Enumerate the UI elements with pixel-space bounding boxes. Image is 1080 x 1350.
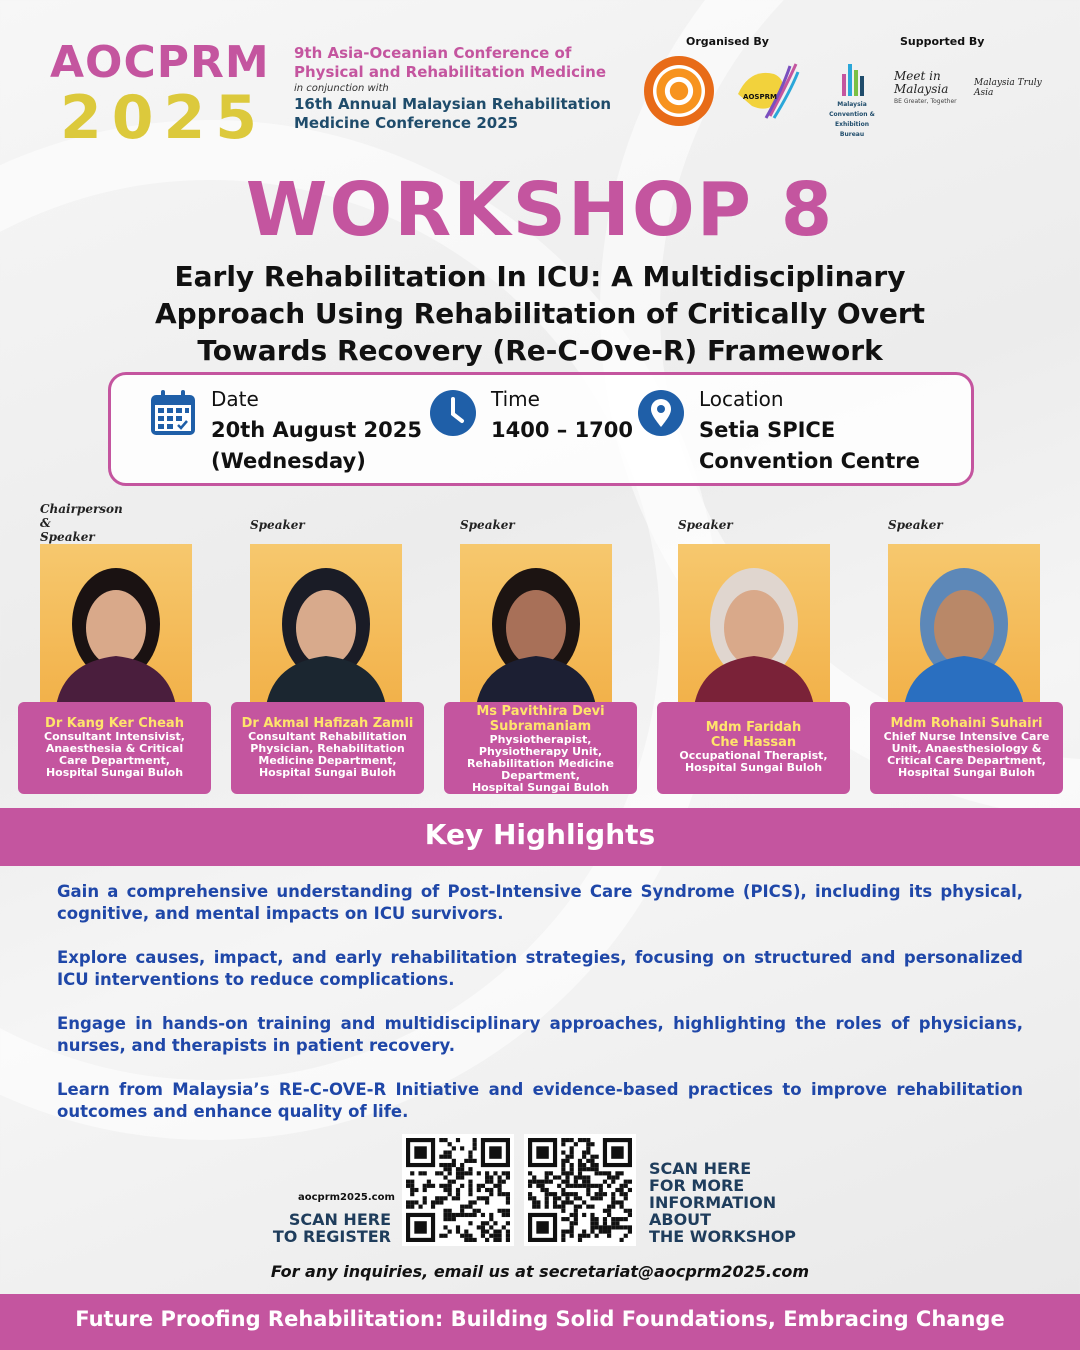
organised-by-label: Organised By <box>686 35 769 48</box>
speaker-name: Subramaniam <box>489 719 592 734</box>
speaker-info-card <box>231 702 424 794</box>
info-qr-code[interactable] <box>524 1134 636 1246</box>
location-line1: Setia SPICE <box>699 418 836 442</box>
more-info-line: FOR MORE <box>649 1176 745 1195</box>
register-qr-code[interactable] <box>402 1134 514 1246</box>
speaker-photo <box>678 544 830 706</box>
subtitle-line: Towards Recovery (Re-C-Ove-R) Framework <box>197 334 883 367</box>
date-label: Date <box>211 387 259 411</box>
subtitle-line: Early Rehabilitation In ICU: A Multidisciplinary <box>174 260 906 293</box>
more-info-line: ABOUT <box>649 1210 712 1229</box>
speaker-role <box>678 518 733 532</box>
speaker-portrait <box>460 544 612 706</box>
aosprm-label: AOSPRM <box>743 93 777 101</box>
speaker-name: Mdm Faridah <box>705 720 802 735</box>
location-line2: Convention Centre <box>699 449 920 473</box>
speaker-photo <box>888 544 1040 706</box>
register-site: aocprm2025.com <box>298 1192 395 1203</box>
speaker-role-line: Speaker <box>250 518 305 532</box>
speaker-role <box>460 518 515 532</box>
more-info-line: SCAN HERE <box>649 1159 752 1178</box>
speaker-portrait <box>888 544 1040 706</box>
speaker-title-line: Hospital Sungai Buloh <box>45 766 184 779</box>
calendar-icon <box>149 389 197 437</box>
footer-tagline: Future Proofing Rehabilitation: Building Solid Foundations, Embracing Change <box>75 1307 1005 1331</box>
speaker-title-line: Rehabilitation Medicine <box>467 757 614 770</box>
speaker-portrait <box>40 544 192 706</box>
speaker-title-line: Care Department, <box>59 754 170 767</box>
speaker-title-line: Consultant Rehabilitation <box>248 730 407 743</box>
register-line2: TO REGISTER <box>272 1227 391 1246</box>
time-value: 1400 – 1700 <box>491 418 634 442</box>
date-value <box>211 415 422 477</box>
meet-in-malaysia-tag: BE Greater, Together <box>894 98 957 105</box>
location-label: Location <box>699 387 784 411</box>
aocprm-logo <box>50 37 280 153</box>
logo-acronym: AOCPRM <box>50 37 270 88</box>
highlight-item: Engage in hands-on training and multidisciplinary approaches, highlighting the roles of physicians, nurses, and therapists in patient recovery. <box>57 1014 1023 1055</box>
conf-line4: Medicine Conference 2025 <box>294 114 519 132</box>
speaker-title-line: Physiotherapist, <box>489 733 592 746</box>
speaker-title-line: Hospital Sungai Buloh <box>684 761 823 774</box>
date-text: 20th August 2025 <box>211 418 423 442</box>
aosprm-logo <box>730 56 800 126</box>
speaker-title-line: Chief Nurse Intensive Care <box>883 730 1050 743</box>
speaker-info-card <box>18 702 211 794</box>
speaker-title-line: Consultant Intensivist, <box>44 730 185 743</box>
mrms-logo <box>644 56 714 126</box>
more-info-text <box>649 1160 796 1245</box>
speaker-title-line: Medicine Department, <box>258 754 397 767</box>
speaker-title-line: Hospital Sungai Buloh <box>897 766 1036 779</box>
speaker-role-line: Speaker <box>40 530 95 544</box>
speaker-portrait <box>678 544 830 706</box>
truly-asia-logo: Malaysia Truly Asia <box>974 78 1042 98</box>
more-info-line: INFORMATION <box>649 1193 777 1212</box>
supported-by-label: Supported By <box>900 35 985 48</box>
more-info-line: THE WORKSHOP <box>649 1227 797 1246</box>
speaker-role-line: Speaker <box>888 518 943 532</box>
time-label: Time <box>491 387 540 411</box>
speaker-role-line: Chairperson & <box>40 502 123 530</box>
speaker-title-line: Hospital Sungai Buloh <box>471 781 610 794</box>
workshop-subtitle <box>80 258 1000 369</box>
speaker-title-line: Occupational Therapist, <box>679 749 828 762</box>
speaker-photo <box>40 544 192 706</box>
speaker-title-line: Critical Care Department, <box>887 754 1046 767</box>
speaker-role <box>40 502 123 544</box>
conf-conjunction: in conjunction with <box>294 83 389 94</box>
speaker-name: Che Hassan <box>710 735 797 750</box>
speaker-name: Dr Akmal Hafizah Zamli <box>241 716 414 731</box>
subtitle-line: Approach Using Rehabilitation of Critically Overt <box>154 297 926 330</box>
highlight-item: Explore causes, impact, and early rehabilitation strategies, focusing on structured and personalized ICU interventions to reduce complications. <box>57 948 1023 989</box>
speaker-info-card <box>870 702 1063 794</box>
mcveb-label: Malaysia Convention & Exhibition Bureau <box>829 101 875 138</box>
speaker-info-card <box>444 702 637 794</box>
clock-icon <box>429 389 477 437</box>
speaker-name: Mdm Rohaini Suhairi <box>890 716 1043 731</box>
speaker-title-line: Department, <box>501 769 580 782</box>
conf-line1: 9th Asia-Oceanian Conference of <box>294 44 572 62</box>
inquiry-text: For any inquiries, email us at secretariat@aocprm2025.com <box>270 1262 810 1281</box>
logo-year: 2025 <box>60 83 267 153</box>
speaker-photo <box>460 544 612 706</box>
speaker-role <box>888 518 943 532</box>
conf-line3: 16th Annual Malaysian Rehabilitation <box>294 95 612 113</box>
location-pin-icon <box>637 389 685 437</box>
speaker-name: Ms Pavithira Devi <box>476 704 605 719</box>
speaker-title-line: Anaesthesia & Critical <box>45 742 184 755</box>
speaker-role-line: Speaker <box>460 518 515 532</box>
highlight-item: Learn from Malaysia’s RE-C-OVE-R Initiative and evidence-based practices to improve rehabilitation outcomes and enhance quality of life. <box>57 1080 1023 1121</box>
speaker-role-line: Speaker <box>678 518 733 532</box>
speaker-title-line: Hospital Sungai Buloh <box>258 766 397 779</box>
speaker-role <box>250 518 305 532</box>
speaker-info-card <box>657 702 850 794</box>
speaker-photo <box>250 544 402 706</box>
speaker-title-line: Physician, Rehabilitation <box>250 742 405 755</box>
conf-line2: Physical and Rehabilitation Medicine <box>294 63 607 81</box>
speaker-name: Dr Kang Ker Cheah <box>45 716 184 731</box>
location-value <box>699 415 920 477</box>
page-title: WORKSHOP 8 <box>245 167 835 253</box>
register-line1: SCAN HERE <box>288 1210 391 1229</box>
key-highlights-title: Key Highlights <box>424 818 656 851</box>
qr-pattern <box>524 1134 636 1246</box>
meet-in-malaysia-label: Meet in Malaysia <box>894 69 949 96</box>
date-weekday: (Wednesday) <box>211 449 366 473</box>
mcveb-logo <box>822 60 882 138</box>
qr-pattern <box>402 1134 514 1246</box>
event-info-box <box>108 372 974 486</box>
register-text <box>240 1211 391 1245</box>
speaker-portrait <box>250 544 402 706</box>
meet-in-malaysia-logo <box>894 70 960 110</box>
highlight-item: Gain a comprehensive understanding of Post-Intensive Care Syndrome (PICS), including its physical, cognitive, and mental impacts on ICU survivors. <box>57 882 1023 923</box>
speaker-title-line: Physiotherapy Unit, <box>478 745 603 758</box>
speaker-title-line: Unit, Anaesthesiology & <box>891 742 1042 755</box>
conference-info <box>294 44 624 133</box>
